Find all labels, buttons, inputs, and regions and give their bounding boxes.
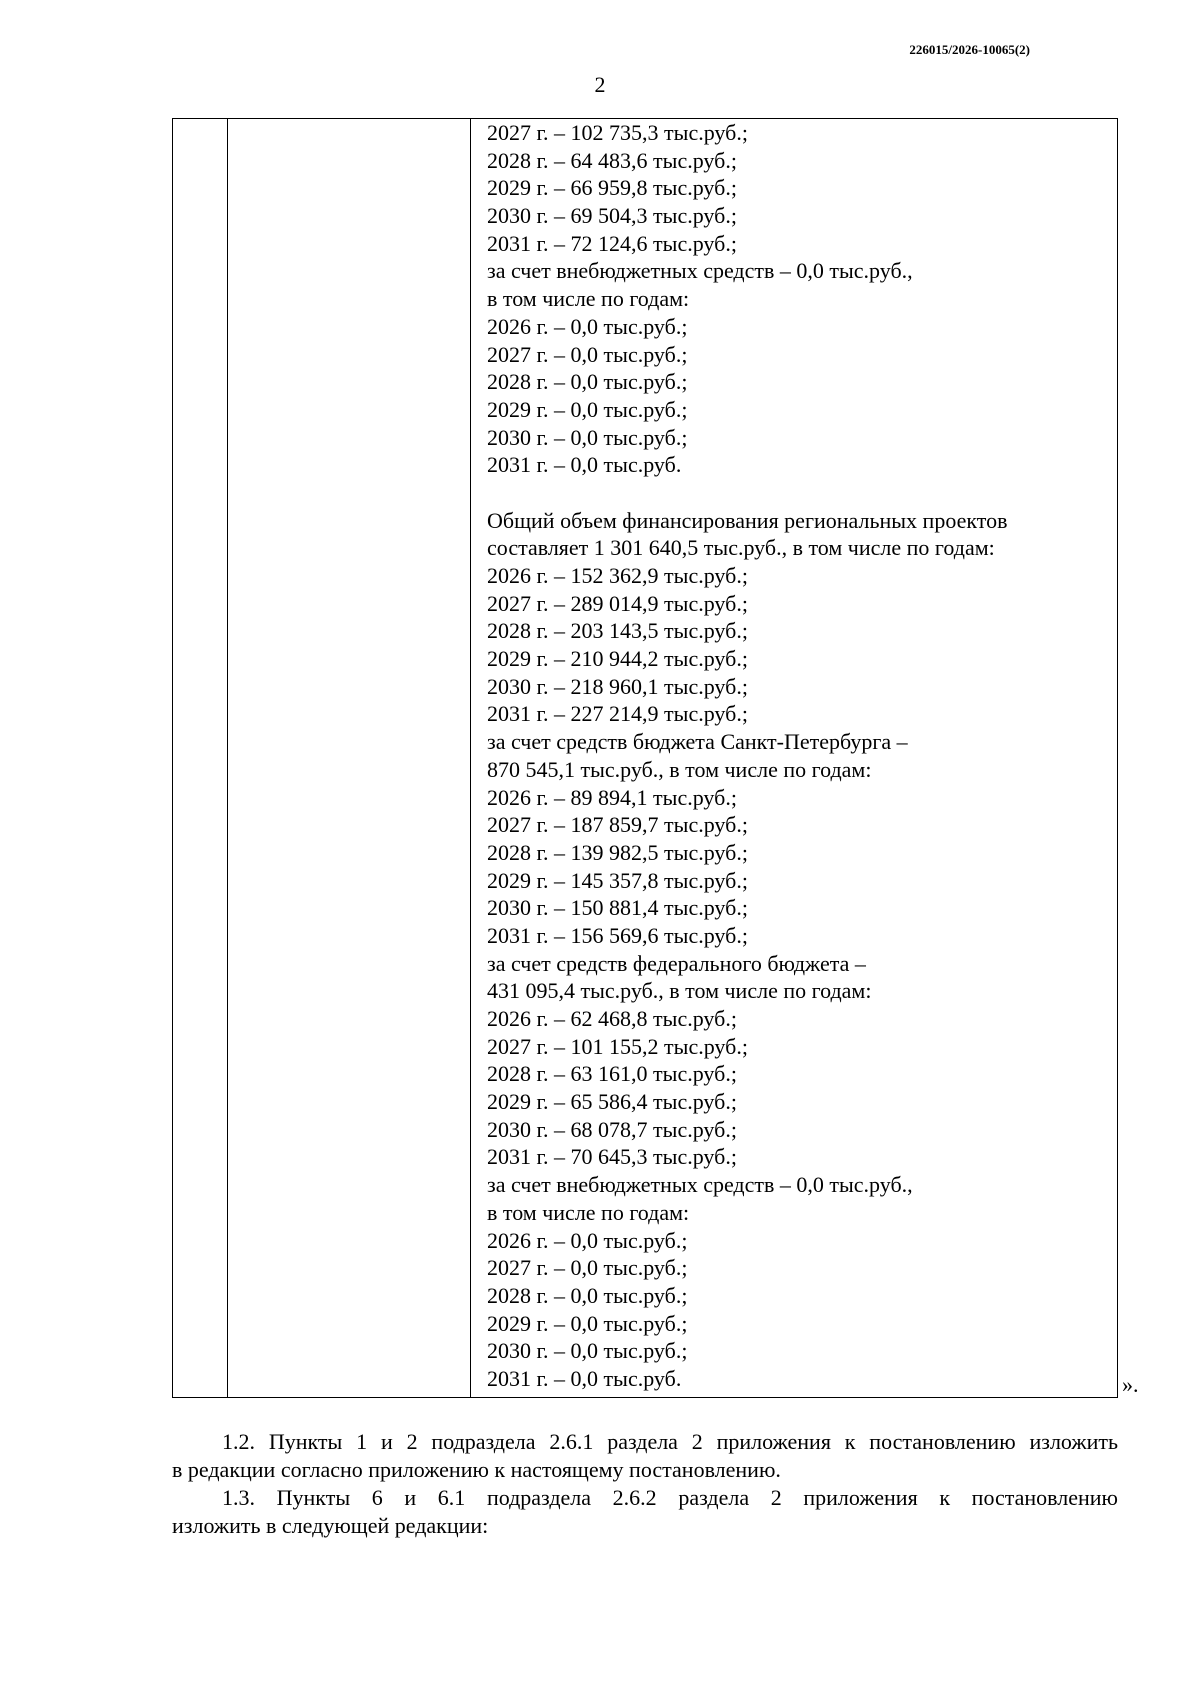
financing-line: 2026 г. – 0,0 тыс.руб.;	[487, 1227, 688, 1253]
paragraph-1-2-rest: в редакции согласно приложению к настоящему постановлению.	[172, 1457, 781, 1482]
financing-line: 2029 г. – 145 357,8 тыс.руб.;	[487, 867, 748, 893]
financing-line: 2029 г. – 0,0 тыс.руб.;	[487, 396, 688, 422]
financing-line: 2028 г. – 0,0 тыс.руб.;	[487, 1282, 688, 1308]
financing-line: 2027 г. – 102 735,3 тыс.руб.;	[487, 120, 748, 145]
financing-line: 2026 г. – 62 468,8 тыс.руб.;	[487, 1006, 737, 1031]
financing-line: 2030 г. – 0,0 тыс.руб.;	[487, 424, 688, 450]
financing-line: за счет внебюджетных средств – 0,0 тыс.руб.,	[487, 1172, 913, 1198]
financing-line: за счет внебюджетных средств – 0,0 тыс.руб.,	[487, 258, 913, 284]
financing-line: 2028 г. – 0,0 тыс.руб.;	[487, 369, 688, 395]
financing-line: 2030 г. – 69 504,3 тыс.руб.;	[487, 203, 737, 229]
table-column-divider-1	[227, 119, 228, 1397]
paragraph-1-2	[172, 1428, 1118, 1484]
financing-line: 2030 г. – 218 960,1 тыс.руб.;	[487, 673, 748, 699]
paragraph-1-3-rest: изложить в следующей редакции:	[172, 1513, 489, 1538]
financing-line: 2031 г. – 227 214,9 тыс.руб.;	[487, 701, 748, 727]
financing-line: 2030 г. – 150 881,4 тыс.руб.;	[487, 895, 748, 921]
paragraph-1-3	[172, 1484, 1118, 1540]
financing-line: 2029 г. – 210 944,2 тыс.руб.;	[487, 646, 748, 672]
financing-line: 2027 г. – 187 859,7 тыс.руб.;	[487, 812, 748, 838]
blank-line	[487, 479, 1107, 507]
financing-table	[172, 118, 1118, 1398]
financing-line: 2026 г. – 0,0 тыс.руб.;	[487, 313, 688, 339]
financing-line: 2029 г. – 0,0 тыс.руб.;	[487, 1310, 688, 1336]
financing-line: 2030 г. – 0,0 тыс.руб.;	[487, 1338, 688, 1364]
financing-line: 2030 г. – 68 078,7 тыс.руб.;	[487, 1116, 737, 1142]
financing-line: 2029 г. – 66 959,8 тыс.руб.;	[487, 175, 737, 201]
financing-line: 2031 г. – 0,0 тыс.руб.	[487, 1365, 682, 1391]
financing-line: Общий объем финансирования региональных проектов	[487, 507, 1008, 533]
financing-line: 2028 г. – 139 982,5 тыс.руб.;	[487, 839, 748, 865]
paragraph-1-3-first-line: 1.3. Пункты 6 и 6.1 подраздела 2.6.2 раздела 2 приложения к постановлению	[222, 1485, 1118, 1510]
financing-line: 2026 г. – 152 362,9 тыс.руб.;	[487, 563, 748, 588]
closing-quote: ».	[1122, 1372, 1139, 1397]
financing-line: 2028 г. – 64 483,6 тыс.руб.;	[487, 147, 737, 173]
paragraph-1-2-first-line: 1.2. Пункты 1 и 2 подраздела 2.6.1 раздела 2 приложения к постановлению изложить	[222, 1429, 1118, 1454]
financing-line: 2026 г. – 89 894,1 тыс.руб.;	[487, 784, 737, 810]
document-id: 226015/2026-10065(2)	[909, 42, 1030, 57]
financing-line: 2028 г. – 203 143,5 тыс.руб.;	[487, 618, 748, 644]
financing-line: 2027 г. – 289 014,9 тыс.руб.;	[487, 590, 748, 616]
financing-cell	[487, 119, 1107, 1393]
financing-line: составляет 1 301 640,5 тыс.руб., в том числе по годам:	[487, 535, 995, 561]
financing-line: за счет средств федерального бюджета –	[487, 950, 866, 976]
financing-line: в том числе по годам:	[487, 286, 690, 312]
financing-line: 2031 г. – 72 124,6 тыс.руб.;	[487, 230, 737, 256]
financing-line: в том числе по годам:	[487, 1199, 690, 1225]
financing-line: 2027 г. – 0,0 тыс.руб.;	[487, 341, 688, 367]
financing-line: за счет средств бюджета Санкт-Петербурга –	[487, 729, 908, 755]
financing-line: 870 545,1 тыс.руб., в том числе по годам:	[487, 756, 872, 782]
financing-lines-part2	[487, 507, 1107, 1393]
page-number: 2	[594, 72, 606, 97]
financing-line: 2031 г. – 70 645,3 тыс.руб.;	[487, 1144, 737, 1170]
financing-lines-part1	[487, 119, 1107, 479]
financing-line: 2028 г. – 63 161,0 тыс.руб.;	[487, 1061, 737, 1087]
financing-line: 2031 г. – 0,0 тыс.руб.	[487, 452, 682, 478]
financing-line: 2027 г. – 101 155,2 тыс.руб.;	[487, 1033, 748, 1059]
financing-line: 2027 г. – 0,0 тыс.руб.;	[487, 1255, 688, 1281]
table-column-divider-2	[470, 119, 471, 1397]
financing-line: 431 095,4 тыс.руб., в том числе по годам:	[487, 978, 872, 1004]
financing-line: 2029 г. – 65 586,4 тыс.руб.;	[487, 1089, 737, 1115]
financing-line: 2031 г. – 156 569,6 тыс.руб.;	[487, 922, 748, 948]
